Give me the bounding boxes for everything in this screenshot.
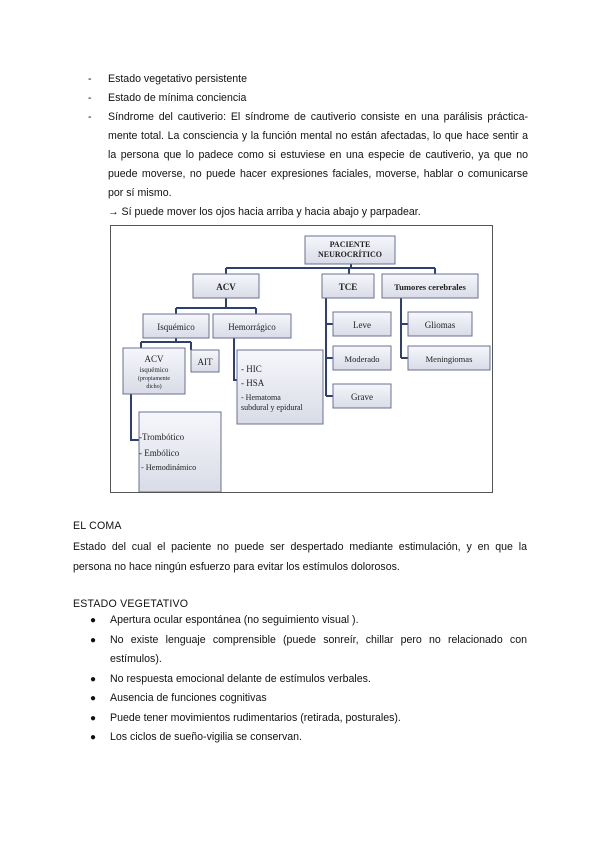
- list-item: - Estado de mínima conciencia: [88, 92, 247, 104]
- list-item: - Síndrome del cautiverio: El síndrome de cautiverio consiste en una parálisis prácticamente total. La consciencia y la función mental no están afectadas, lo que hace sentir a la persona que lo padece como si estuviese en una especie de cautiverio, ya que no puede moverse, no puede hacer expresiones faciales, moverse, hablar o comunicarse por sí mismo.: [88, 111, 528, 199]
- list-item-text: Ausencia de funciones cognitivas: [110, 692, 267, 704]
- tce-label: TCE: [338, 282, 358, 292]
- moderado-label: Moderado: [344, 354, 380, 364]
- leve-label: Leve: [353, 320, 371, 330]
- root-line1: PACIENTE: [329, 240, 371, 249]
- embolico-label: - Embólico: [139, 448, 180, 458]
- list-item-text: Apertura ocular espontánea (no seguimiento visual ).: [110, 614, 359, 626]
- hematoma-line2: subdural y epidural: [241, 403, 303, 412]
- grave-label: Grave: [351, 392, 373, 402]
- ait-label: AIT: [197, 357, 213, 367]
- list-item: ● Los ciclos de sueño-vigilia se conservan.: [90, 731, 302, 743]
- hematoma-line1: - Hematoma: [241, 393, 281, 402]
- acv-isq-line1: ACV: [144, 354, 164, 364]
- list-item-text: Síndrome del cautiverio: El síndrome de cautiverio consiste en una parálisis prácticamente total. La consciencia y la función mental no están afectadas, lo que hace sentir a la persona que lo padece como si estuviese en una especie de cautiverio, ya que no puede moverse, no puede hacer expresiones faciales, moverse, hablar o comunicarse por sí mismo.: [108, 111, 528, 199]
- list-item-text: Estado de mínima conciencia: [108, 92, 247, 104]
- acv-isq-line2: isquémico: [139, 366, 169, 374]
- acv-isq-line3: (propiamente: [138, 376, 170, 382]
- diagram-figure: [110, 225, 493, 493]
- list-item: ● Puede tener movimientos rudimentarios (retirada, posturales).: [90, 711, 401, 724]
- list-item-text: Estado vegetativo persistente: [108, 73, 247, 85]
- hsa-label: - HSA: [241, 378, 265, 388]
- list-item: ● Apertura ocular espontánea (no seguimiento visual ).: [90, 614, 359, 626]
- list-item-text: No existe lenguaje comprensible (puede sonreír, chillar pero no relacionado con estímulos).: [110, 633, 527, 665]
- gliomas-label: Gliomas: [424, 320, 456, 330]
- list-item: ● No existe lenguaje comprensible (puede sonreír, chillar pero no relacionado con estímulos).: [90, 633, 527, 665]
- list-item-text: Los ciclos de sueño-vigilia se conservan.: [110, 731, 302, 743]
- coma-text: Estado del cual el paciente no puede ser despertado mediante estimulación, y en que la persona no hace ningún esfuerzo para evitar los estímulos dolorosos.: [73, 541, 527, 573]
- list-item: ● No respuesta emocional delante de estímulos verbales.: [90, 672, 371, 685]
- vegetativo-list: [90, 611, 527, 748]
- list-item-text: Puede tener movimientos rudimentarios (retirada, posturales).: [110, 711, 401, 724]
- dash-list: [88, 70, 528, 222]
- acv-isq-line4: dicho): [146, 384, 162, 390]
- root-line2: NEUROCRÍTICO: [317, 250, 383, 259]
- list-note: → Sí puede mover los ojos hacia arriba y hacia abajo y parpadear.: [108, 206, 421, 218]
- isquemico-label: Isquémico: [157, 322, 195, 332]
- trombotico-label: -Trombótico: [139, 432, 185, 442]
- tumores-label: Tumores cerebrales: [394, 282, 466, 292]
- hic-label: - HIC: [241, 364, 262, 374]
- hemodinamico-label: - Hemodinámico: [141, 463, 197, 472]
- list-item-text: No respuesta emocional delante de estímulos verbales.: [110, 672, 371, 685]
- diagram-svg: [111, 226, 492, 492]
- list-item: ● Ausencia de funciones cognitivas: [90, 692, 267, 704]
- list-item: - Estado vegetativo persistente: [88, 73, 247, 85]
- meningiomas-label: Meningiomas: [425, 354, 473, 364]
- vegetativo-title: ESTADO VEGETATIVO: [73, 598, 189, 610]
- coma-title: EL COMA: [73, 520, 122, 532]
- hemorragico-label: Hemorrágico: [228, 322, 276, 332]
- acv-label: ACV: [216, 282, 236, 292]
